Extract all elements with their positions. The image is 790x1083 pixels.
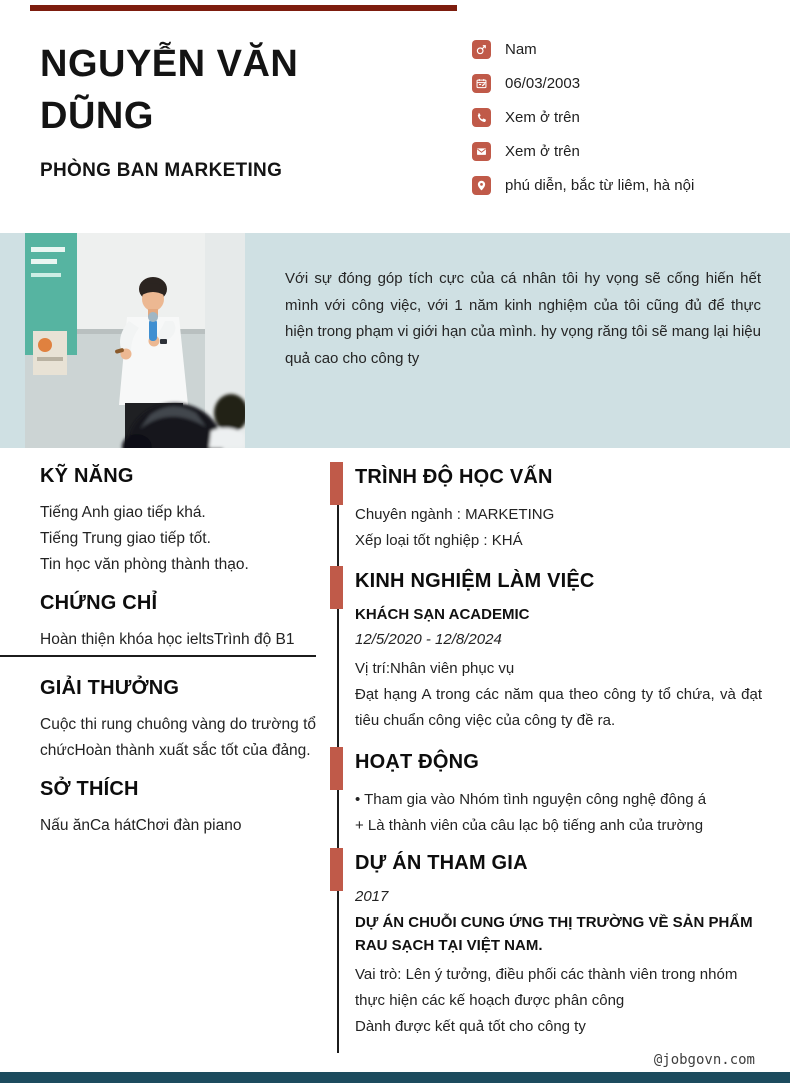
contact-row-location — [472, 176, 694, 195]
email-icon — [472, 142, 491, 161]
experience-section — [355, 569, 762, 734]
experience-position: Vị trí:Nhân viên phục vụ — [355, 660, 515, 677]
experience-description: Đạt hạng A trong các năm qua theo công ty tổ chứa, và đạt tiêu chuẩn công việc của công ty đề ra. — [355, 686, 762, 729]
contact-row-email — [472, 142, 694, 161]
location-icon — [472, 176, 491, 195]
phone-value: Xem ở trên — [505, 109, 580, 126]
email-value: Xem ở trên — [505, 143, 580, 160]
right-column — [337, 465, 762, 1053]
contact-row-gender — [472, 40, 694, 59]
activities-heading: HOẠT ĐỘNG — [355, 751, 480, 773]
award-item: Cuộc thi rung chuông vàng do trường tổ chứcHoàn thành xuất sắc tốt của đảng. — [40, 716, 316, 759]
left-column — [40, 465, 316, 853]
skills-heading: KỸ NĂNG — [40, 465, 134, 487]
activity-item: + Là thành viên của câu lạc bộ tiếng anh của trường — [355, 817, 704, 834]
project-title: DỰ ÁN CHUỖI CUNG ỨNG THỊ TRƯỜNG VỀ SẢN PHẨM RAU SẠCH TẠI VIỆT NAM. — [355, 914, 753, 954]
education-section — [355, 465, 762, 554]
hobby-item: Nấu ănCa hátChơi đàn piano — [40, 817, 242, 834]
awards-section — [40, 677, 316, 764]
birthday-icon — [472, 74, 491, 93]
hobbies-section — [40, 778, 316, 839]
certificates-section — [40, 592, 316, 653]
section-marker — [330, 747, 343, 790]
skill-item: Tiếng Anh giao tiếp khá. — [40, 504, 206, 521]
skills-section — [40, 465, 316, 578]
contact-list — [472, 40, 694, 210]
skill-item: Tin học văn phòng thành thạo. — [40, 556, 249, 573]
contact-row-birthday — [472, 74, 694, 93]
activity-item: • Tham gia vào Nhóm tình nguyện công nghệ đông á — [355, 791, 707, 808]
section-marker — [330, 848, 343, 891]
career-objective: Với sự đóng góp tích cực của cá nhân tôi hy vọng sẽ cống hiến hết mình với công việc, với 1 năm kinh nghiệm của tôi cũng đủ để thực hiện trong phạm vi giới hạn của mình. hy vọng răng tôi sẽ mang lại hiệu quả cao cho công ty — [285, 270, 761, 367]
phone-icon — [472, 108, 491, 127]
gender-icon — [472, 40, 491, 59]
profile-photo — [25, 233, 245, 448]
project-role: Vai trò: Lên ý tưởng, điều phối các thành viên trong nhóm thực hiện các kế hoạch được phân công — [355, 966, 738, 1009]
top-accent-bar — [30, 5, 457, 11]
skill-item: Tiếng Trung giao tiếp tốt. — [40, 530, 211, 547]
education-grade: Xếp loại tốt nghiệp : KHÁ — [355, 532, 523, 549]
watermark: @jobgovn.com — [653, 1052, 755, 1068]
experience-heading: KINH NGHIỆM LÀM VIỆC — [355, 570, 595, 592]
gender-value: Nam — [505, 41, 537, 58]
department-title: PHÒNG BAN MARKETING — [40, 160, 283, 181]
awards-heading: GIẢI THƯỞNG — [40, 677, 180, 699]
bottom-accent-bar — [0, 1072, 790, 1083]
birthday-value: 06/03/2003 — [505, 75, 581, 92]
experience-company: KHÁCH SẠN ACADEMIC — [355, 606, 530, 623]
location-value: phú diễn, bắc từ liêm, hà nội — [505, 177, 695, 194]
contact-row-phone — [472, 108, 694, 127]
project-year: 2017 — [355, 888, 389, 905]
activities-section — [355, 750, 762, 839]
projects-section — [355, 851, 762, 1040]
projects-heading: DỰ ÁN THAM GIA — [355, 852, 528, 874]
section-marker — [330, 566, 343, 609]
certificate-item: Hoàn thiện khóa học ieltsTrình độ B1 — [40, 631, 295, 648]
education-heading: TRÌNH ĐỘ HỌC VẤN — [355, 466, 553, 488]
section-marker — [330, 462, 343, 505]
left-column-divider — [0, 655, 316, 657]
project-result: Dành được kết quả tốt cho công ty — [355, 1018, 586, 1035]
photo-band — [0, 233, 790, 448]
hobbies-heading: SỞ THÍCH — [40, 778, 139, 800]
experience-period: 12/5/2020 - 12/8/2024 — [355, 631, 502, 648]
education-major: Chuyên ngành : MARKETING — [355, 506, 555, 523]
certificates-heading: CHỨNG CHỈ — [40, 592, 158, 614]
candidate-name: NGUYỄN VĂN DŨNG — [40, 43, 299, 137]
